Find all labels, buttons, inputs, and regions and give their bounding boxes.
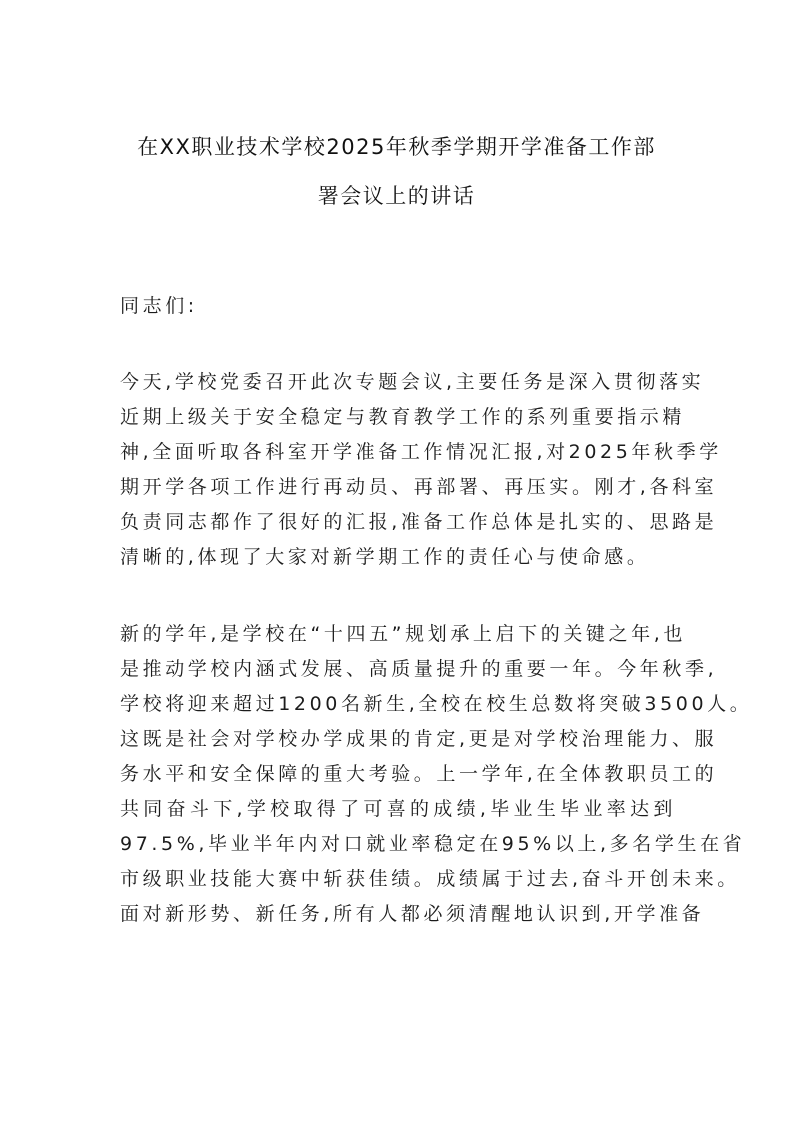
title-line-2: 署会议上的讲话 xyxy=(317,184,476,208)
paragraph-1-line-2: 近期上级关于安全稳定与教育教学工作的系列重要指示精 xyxy=(120,406,686,428)
paragraph-2-line-9: 面对新形势、新任务,所有人都必须清醒地认识到,开学准备 xyxy=(120,903,705,925)
paragraph-2-line-5: 务水平和安全保障的重大考验。上一学年,在全体教职员工的 xyxy=(120,763,718,785)
paragraph-1-line-5: 负责同志都作了很好的汇报,准备工作总体是扎实的、思路是 xyxy=(120,511,718,533)
paragraph-1-line-3: 神,全面听取各科室开学准备工作情况汇报,对2025年秋季学 xyxy=(120,441,722,463)
paragraph-2-line-1: 新的学年,是学校在“十四五”规划承上启下的关键之年,也 xyxy=(120,623,686,645)
paragraph-1-line-1: 今天,学校党委召开此次专题会议,主要任务是深入贯彻落实 xyxy=(120,371,705,393)
title-line-1: 在XX职业技术学校2025年秋季学期开学准备工作部 xyxy=(137,135,656,159)
paragraph-2-line-3: 学校将迎来超过1200名新生,全校在校生总数将突破3500人。 xyxy=(120,693,753,715)
paragraph-2-line-6: 共同奋斗下,学校取得了可喜的成绩,毕业生毕业率达到 xyxy=(120,798,676,820)
paragraph-1-line-6: 清晰的,体现了大家对新学期工作的责任心与使命感。 xyxy=(120,546,650,568)
paragraph-1-line-4: 期开学各项工作进行再动员、再部署、再压实。刚才,各科室 xyxy=(120,476,718,498)
paragraph-2-line-8: 市级职业技能大赛中斩获佳绩。成绩属于过去,奋斗开创未来。 xyxy=(120,868,740,890)
salutation: 同志们: xyxy=(120,295,198,317)
paragraph-2-line-7: 97.5%,毕业半年内对口就业率稳定在95%以上,多名学生在省 xyxy=(120,833,746,855)
paragraph-2-line-4: 这既是社会对学校办学成果的肯定,更是对学校治理能力、服 xyxy=(120,728,718,750)
paragraph-2-line-2: 是推动学校内涵式发展、高质量提升的重要一年。今年秋季, xyxy=(120,658,718,680)
